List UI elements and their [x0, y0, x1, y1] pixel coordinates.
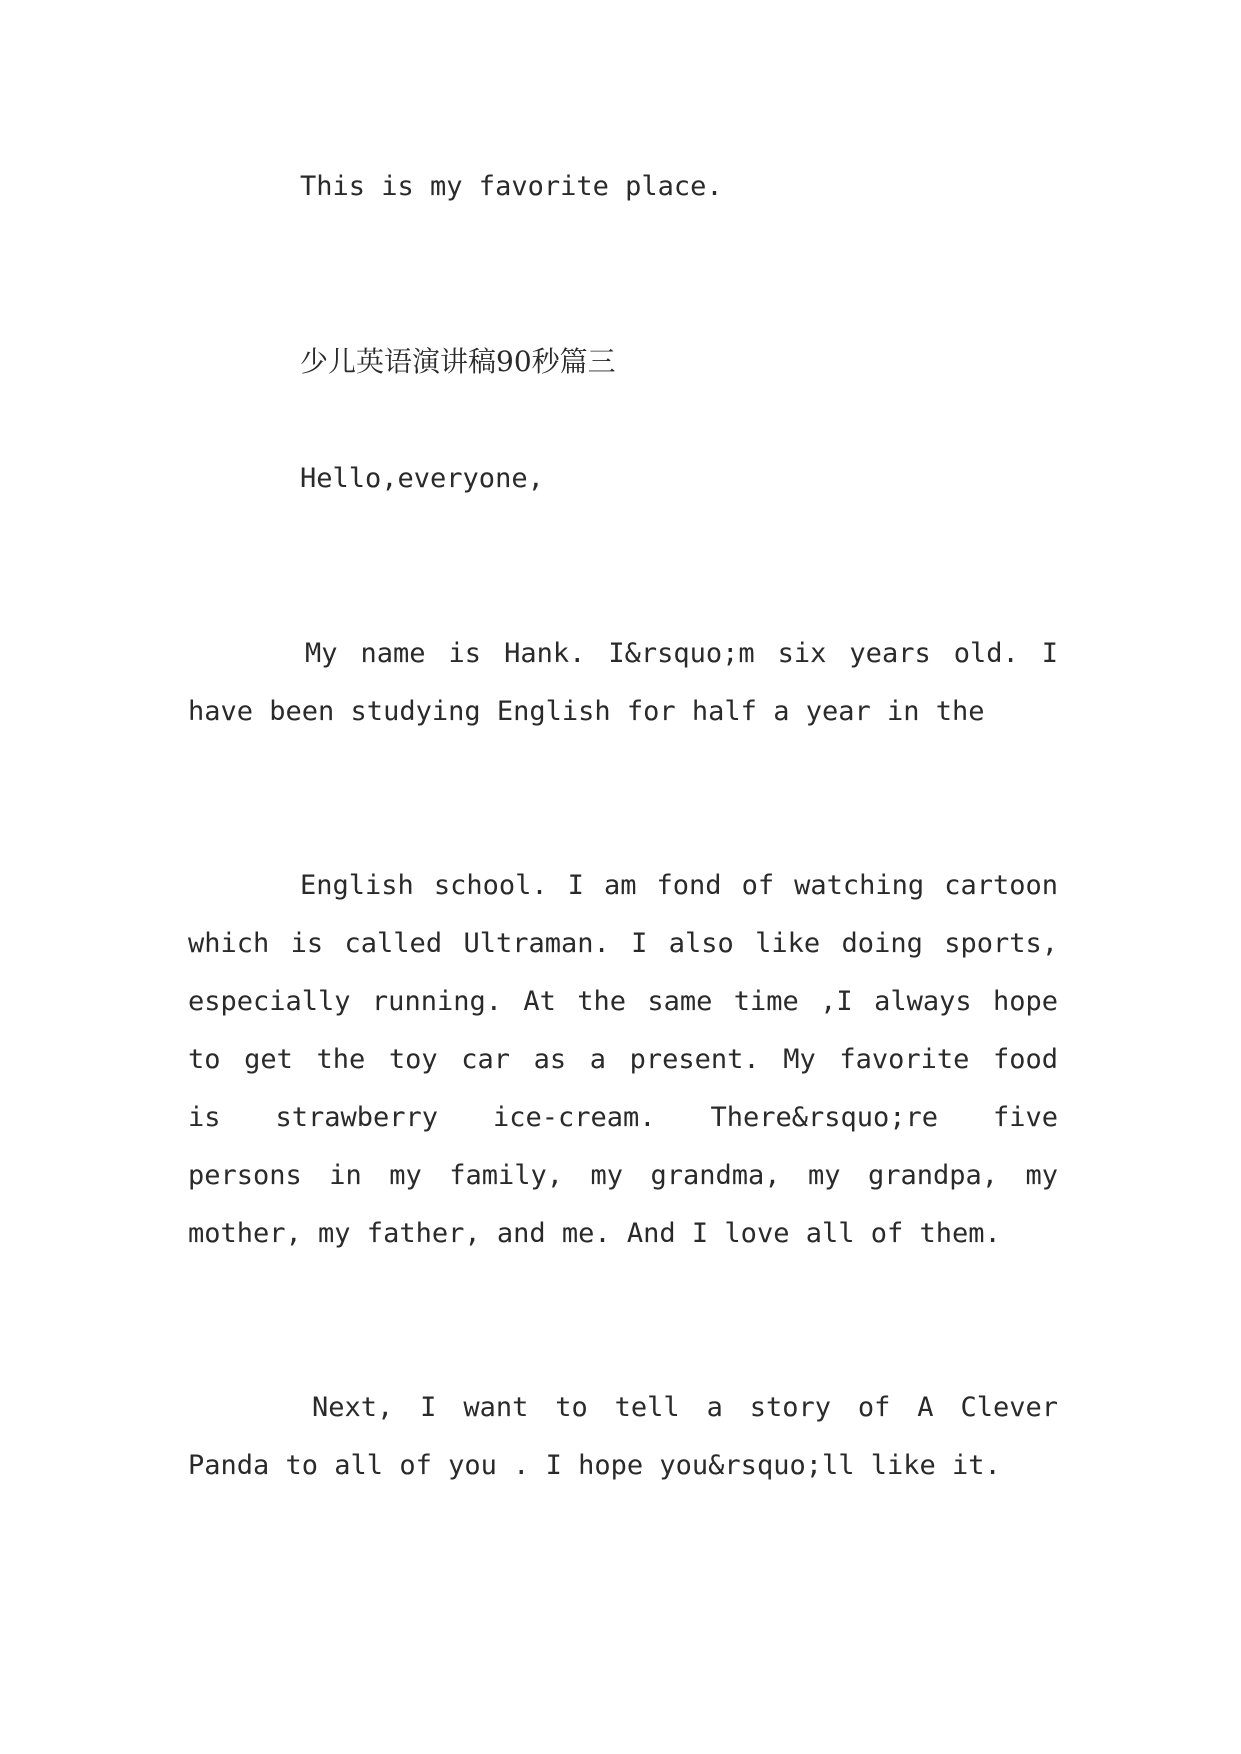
paragraph-line: Panda to all of you . I hope you&rsquo;ll like it. [188, 1450, 1001, 1481]
paragraph-line: is strawberry ice-cream. There&rsquo;re five [188, 1102, 1058, 1133]
paragraph-line: especially running. At the same time ,I always hope [188, 986, 1058, 1017]
paragraph-line: which is called Ultraman. I also like doing sports, [188, 928, 1058, 959]
greeting-line: Hello,everyone, [300, 463, 544, 494]
section-heading: 少儿英语演讲稿90秒篇三 [300, 345, 616, 378]
paragraph-line: My name is Hank. I&rsquo;m six years old. I [305, 638, 1058, 669]
paragraph-line: to get the toy car as a present. My favorite food [188, 1044, 1058, 1075]
paragraph-line: This is my favorite place. [300, 171, 723, 202]
paragraph-line: Next, I want to tell a story of A Clever [312, 1392, 1058, 1423]
paragraph-line: English school. I am fond of watching cartoon [300, 870, 1058, 901]
paragraph-line: mother, my father, and me. And I love all of them. [188, 1218, 1001, 1249]
paragraph-line: persons in my family, my grandma, my grandpa, my [188, 1160, 1058, 1191]
paragraph-line: have been studying English for half a year in the [188, 696, 985, 727]
